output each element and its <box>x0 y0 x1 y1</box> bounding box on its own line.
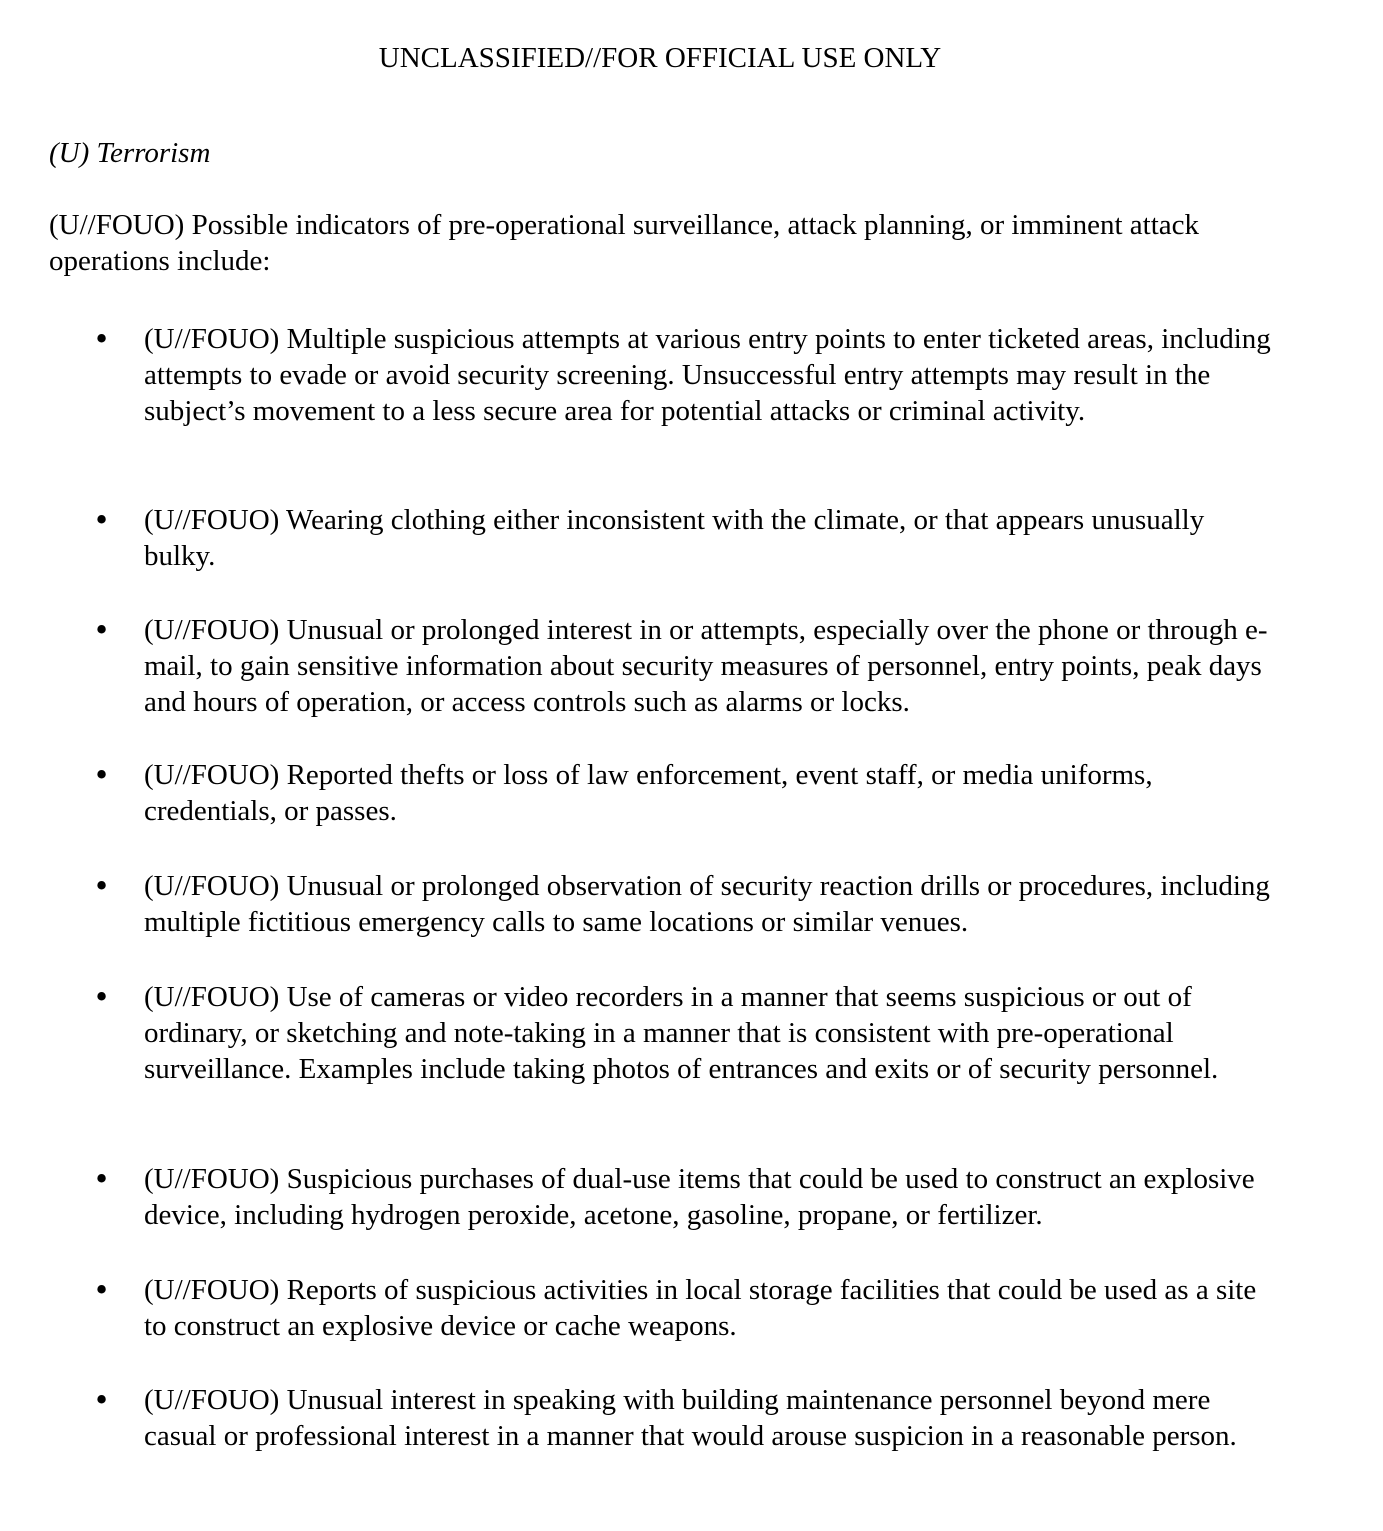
list-item-text: (U//FOUO) Wearing clothing either inconsistent with the climate, or that appears unusually bulky. <box>144 504 1205 572</box>
list-item-text: (U//FOUO) Multiple suspicious attempts at various entry points to enter ticketed areas, including attempts to evade or avoid security screening. Unsuccessful entry attempts may result in the subject’s movement to a less secure area for potential attacks or criminal activity. <box>144 323 1271 427</box>
list-item-text: (U//FOUO) Unusual interest in speaking with building maintenance personnel beyond mere casual or professional interest in a manner that would arouse suspicion in a reasonable person. <box>144 1384 1237 1452</box>
classification-banner: UNCLASSIFIED//FOR OFFICIAL USE ONLY <box>378 42 942 74</box>
bullet-icon <box>93 1272 110 1308</box>
section-heading: (U) Terrorism <box>49 137 211 169</box>
list-item-text: (U//FOUO) Unusual or prolonged interest in or attempts, especially over the phone or through e-mail, to gain sensitive information about security measures of personnel, entry points, peak days and hours of operation, or access controls such as alarms or locks. <box>144 614 1268 718</box>
list-item-text: (U//FOUO) Reported thefts or loss of law enforcement, event staff, or media uniforms, credentials, or passes. <box>144 759 1153 827</box>
list-item-text: (U//FOUO) Suspicious purchases of dual-use items that could be used to construct an explosive device, including hydrogen peroxide, acetone, gasoline, propane, or fertilizer. <box>144 1163 1255 1231</box>
bullet-icon <box>93 502 110 538</box>
bullet-icon <box>93 979 110 1015</box>
list-item-text: (U//FOUO) Use of cameras or video recorders in a manner that seems suspicious or out of ordinary, or sketching and note-taking in a manner that is consistent with pre-operational surveillance. Examples include taking photos of entrances and exits or of security personnel. <box>144 981 1219 1085</box>
intro-paragraph: (U//FOUO) Possible indicators of pre-operational surveillance, attack planning, or imminent attack operations include: <box>49 209 1200 277</box>
bullet-icon <box>93 612 110 648</box>
bullet-icon <box>93 757 110 793</box>
bullet-icon <box>93 321 110 357</box>
list-item-text: (U//FOUO) Unusual or prolonged observation of security reaction drills or procedures, including multiple fictitious emergency calls to same locations or similar venues. <box>144 870 1270 938</box>
bullet-icon <box>93 868 110 904</box>
bullet-icon <box>93 1382 110 1418</box>
bullet-icon <box>93 1161 110 1197</box>
list-item-text: (U//FOUO) Reports of suspicious activities in local storage facilities that could be used as a site to construct an explosive device or cache weapons. <box>144 1274 1257 1342</box>
